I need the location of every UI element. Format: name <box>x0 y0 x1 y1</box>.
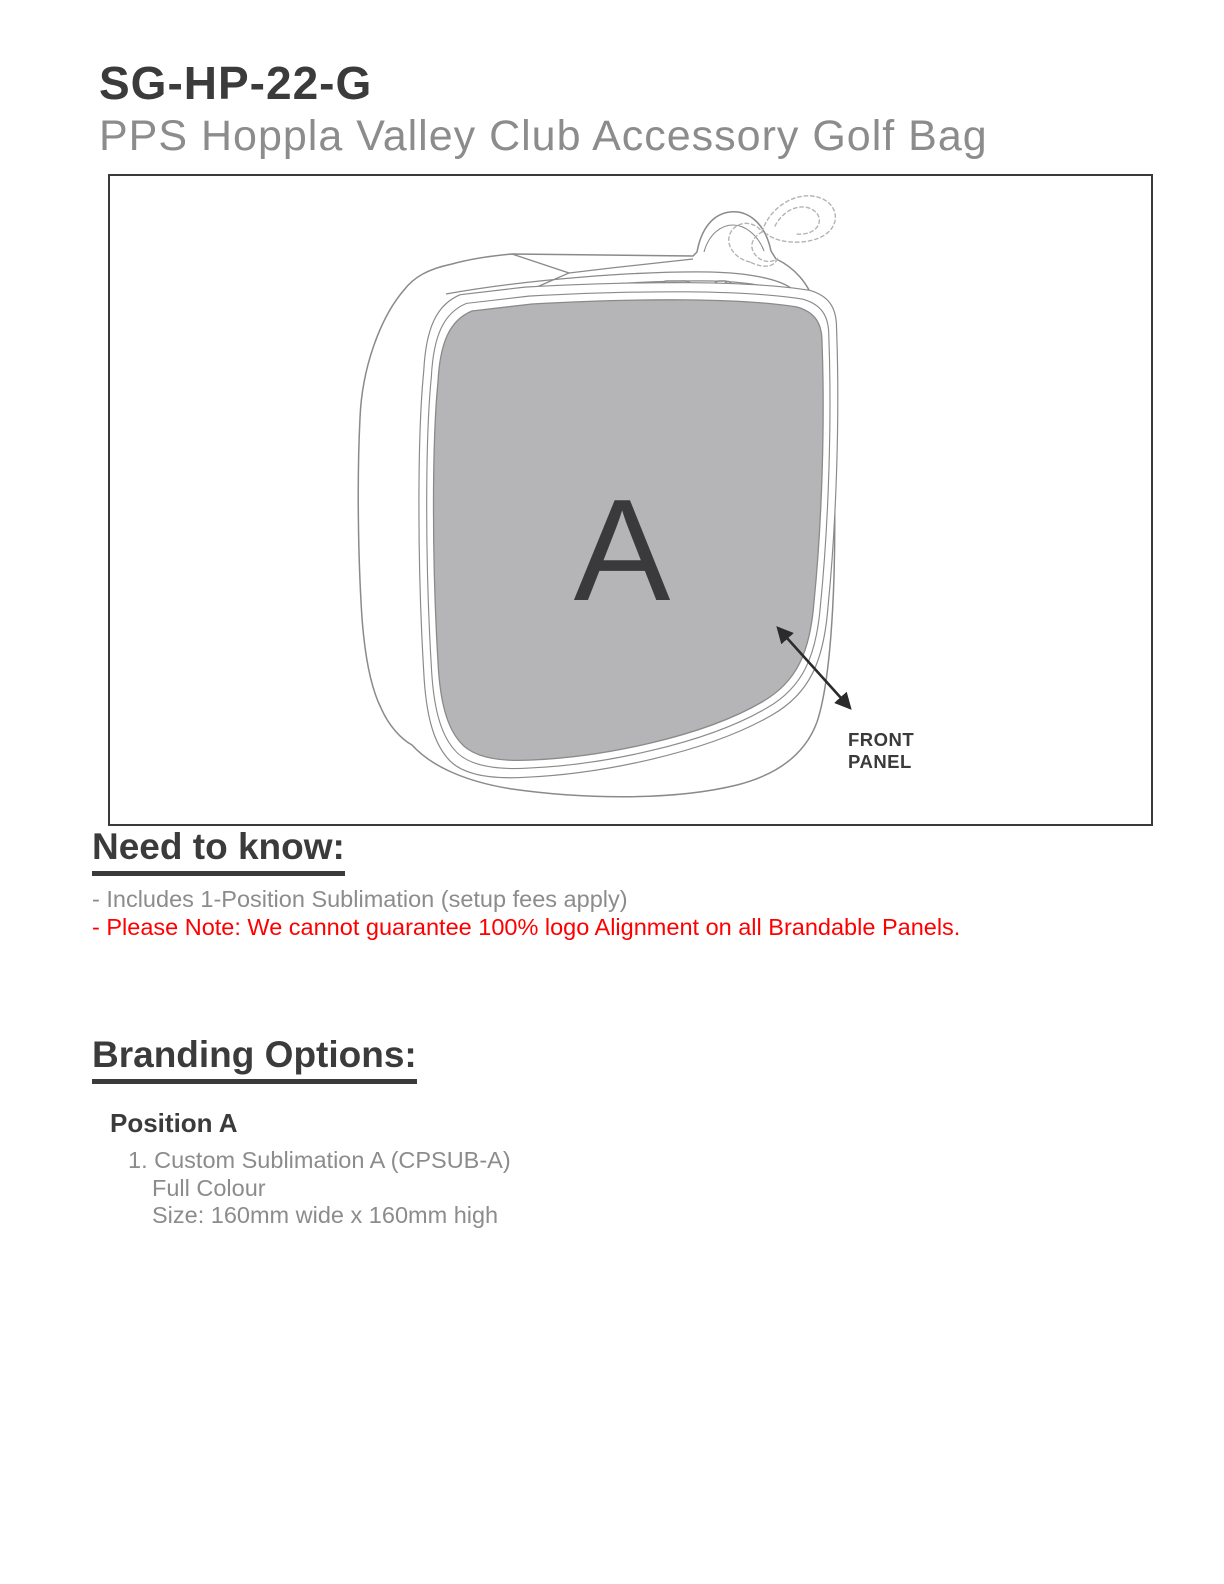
note-alignment-warning: - Please Note: We cannot guarantee 100% logo Alignment on all Brandable Panels. <box>92 913 961 940</box>
callout-label-line2: PANEL <box>848 751 912 772</box>
product-code: SG-HP-22-G <box>99 57 373 109</box>
position-a-option <box>128 1147 511 1175</box>
position-a-title: Position A <box>110 1108 238 1138</box>
callout-label-line1: FRONT <box>848 729 915 750</box>
position-label: A <box>573 469 671 631</box>
option-size-detail: Size: 160mm wide x 160mm high <box>152 1202 499 1228</box>
product-name: PPS Hoppla Valley Club Accessory Golf Bag <box>99 112 988 160</box>
need-to-know-section <box>92 826 960 941</box>
option-name: Custom Sublimation A (CPSUB-A) <box>154 1147 511 1173</box>
position-a-block <box>92 1108 511 1230</box>
branding-options-section <box>92 1034 511 1230</box>
product-diagram-box <box>108 174 1153 826</box>
option-number: 1. <box>128 1147 148 1173</box>
need-to-know-heading: Need to know: <box>92 826 345 876</box>
golf-bag-illustration <box>110 176 1151 824</box>
note-sublimation: - Includes 1-Position Sublimation (setup fees apply) <box>92 886 628 912</box>
option-colour-detail: Full Colour <box>152 1174 266 1201</box>
branding-options-heading: Branding Options: <box>92 1034 417 1084</box>
